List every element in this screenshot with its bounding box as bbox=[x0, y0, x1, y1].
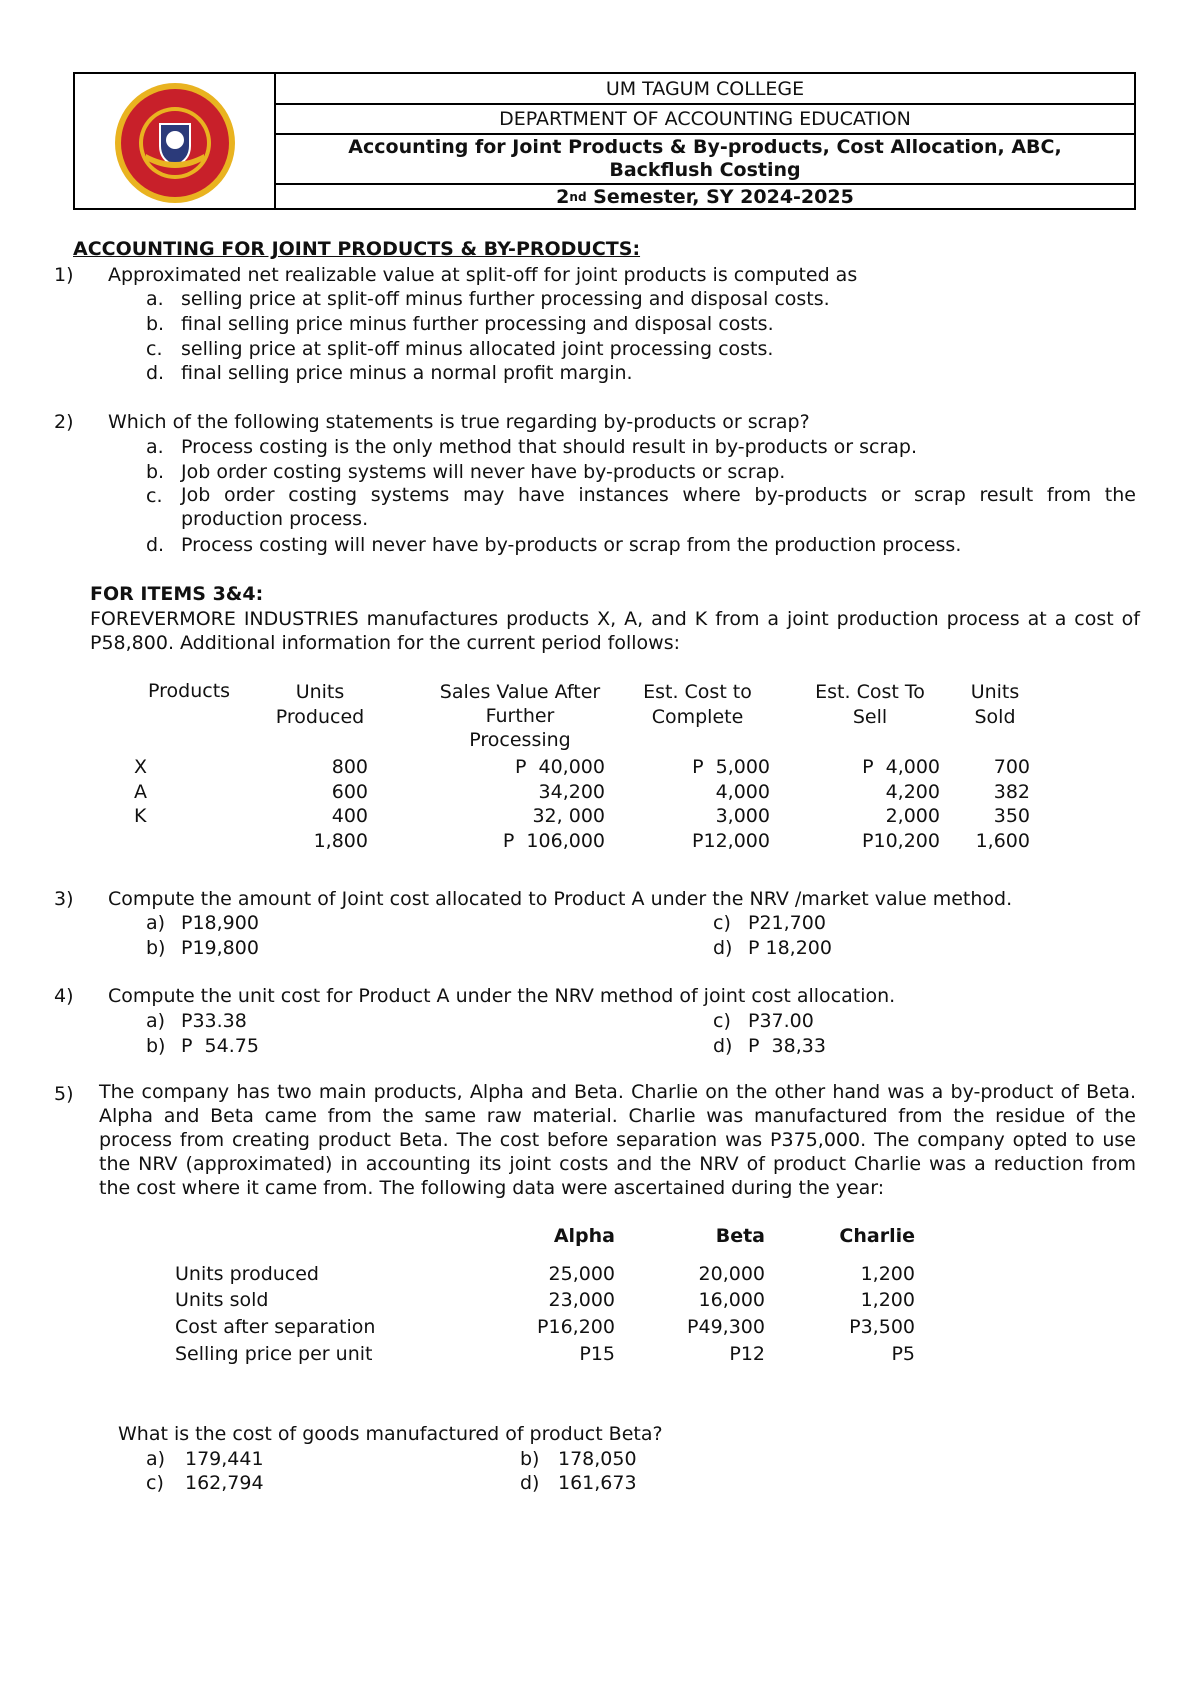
semester-number: 2 bbox=[556, 185, 570, 208]
q1-option-letter: b. bbox=[146, 313, 165, 335]
question-5-text: The company has two main products, Alpha and Beta. Charlie on the other hand was a by-product of Beta. Alpha and Beta came from the same raw material. Charlie was manufactured from the residue of the process from creating product Beta. The cost before separation was P375,000. The company opted to use the NRV (approximated) in accounting its joint costs and the NRV of product Charlie was a reduction from the cost where it came from. The following data were ascertained during the year: bbox=[99, 1081, 1136, 1199]
q2-option-text: Job order costing systems will never have by-products or scrap. bbox=[181, 461, 786, 483]
table-cell: 4,200 bbox=[885, 781, 940, 803]
table-cell: P49,300 bbox=[687, 1316, 765, 1338]
col-header-alpha: Alpha bbox=[553, 1225, 615, 1247]
table-cell: 1,800 bbox=[313, 830, 368, 852]
header-titles bbox=[276, 74, 1134, 208]
joint-products-table bbox=[110, 680, 1050, 860]
col-header-charlie: Charlie bbox=[839, 1225, 915, 1247]
table-cell: P 5,000 bbox=[692, 756, 770, 778]
table-cell: A bbox=[134, 781, 147, 803]
q4-option-text: P33.38 bbox=[181, 1010, 247, 1032]
alpha-beta-charlie-table bbox=[175, 1225, 915, 1385]
table-cell: K bbox=[134, 805, 147, 827]
q3-option-text: P21,700 bbox=[748, 912, 826, 934]
q1-option-letter: a. bbox=[146, 288, 164, 310]
q2-option-text: Process costing is the only method that should result in by-products or scrap. bbox=[181, 436, 918, 458]
q3-option-text: P18,900 bbox=[181, 912, 259, 934]
q4-option-letter: a) bbox=[146, 1010, 166, 1032]
q5-option-letter: c) bbox=[146, 1472, 164, 1494]
college-name: UM TAGUM COLLEGE bbox=[276, 74, 1134, 105]
q1-option-text: final selling price minus a normal profit margin. bbox=[181, 362, 633, 384]
q4-option-letter: c) bbox=[713, 1010, 731, 1032]
table-cell: 382 bbox=[993, 781, 1030, 803]
table-cell: P 4,000 bbox=[862, 756, 940, 778]
q4-option-letter: b) bbox=[146, 1035, 166, 1057]
semester-suffix: nd bbox=[569, 189, 587, 204]
college-seal-logo bbox=[108, 82, 242, 204]
table-cell: X bbox=[134, 756, 148, 778]
question-4-number: 4) bbox=[54, 985, 74, 1007]
q4-option-letter: d) bbox=[713, 1035, 733, 1057]
q2-option-letter: d. bbox=[146, 534, 165, 556]
q5-option-text: 178,050 bbox=[558, 1448, 637, 1470]
question-3-number: 3) bbox=[54, 888, 74, 910]
q1-option-text: selling price at split-off minus further processing and disposal costs. bbox=[181, 288, 830, 310]
question-1-number: 1) bbox=[54, 264, 74, 286]
q1-option-text: selling price at split-off minus allocated joint processing costs. bbox=[181, 338, 774, 360]
q2-option-text: Job order costing systems may have instances where by-products or scrap result from the production process. bbox=[181, 484, 1136, 530]
table-cell: 400 bbox=[331, 805, 368, 827]
q3-option-text: P 18,200 bbox=[748, 937, 832, 959]
col-header-units-produced: Units Produced bbox=[275, 681, 365, 728]
q5-option-letter: b) bbox=[520, 1448, 540, 1470]
q3-option-letter: b) bbox=[146, 937, 166, 959]
department-name: DEPARTMENT OF ACCOUNTING EDUCATION bbox=[276, 105, 1134, 135]
logo-cell bbox=[75, 74, 276, 208]
question-3-text: Compute the amount of Joint cost allocated to Product A under the NRV /market value method. bbox=[108, 888, 1013, 910]
items-3-4-intro: FOREVERMORE INDUSTRIES manufactures products X, A, and K from a joint production process at a cost of P58,800. Additional information for the current period follows: bbox=[90, 608, 1140, 654]
col-header-cost-sell: Est. Cost To Sell bbox=[815, 681, 925, 728]
table-cell: 32, 000 bbox=[532, 805, 605, 827]
q5-option-text: 179,441 bbox=[185, 1448, 264, 1470]
question-4-text: Compute the unit cost for Product A under the NRV method of joint cost allocation. bbox=[108, 985, 896, 1007]
row-label: Units produced bbox=[175, 1263, 319, 1285]
table-cell: P 106,000 bbox=[502, 830, 605, 852]
table-cell: 4,000 bbox=[715, 781, 770, 803]
q4-option-text: P 38,33 bbox=[748, 1035, 826, 1057]
col-header-beta: Beta bbox=[715, 1225, 765, 1247]
table-cell: P3,500 bbox=[849, 1316, 915, 1338]
table-cell: 1,600 bbox=[975, 830, 1030, 852]
question-5-number: 5) bbox=[54, 1083, 74, 1105]
q1-option-text: final selling price minus further processing and disposal costs. bbox=[181, 313, 774, 335]
table-cell: P12,000 bbox=[692, 830, 770, 852]
q3-option-letter: a) bbox=[146, 912, 166, 934]
q1-option-letter: d. bbox=[146, 362, 165, 384]
table-cell: 1,200 bbox=[860, 1263, 915, 1285]
col-header-sales-value: Sales Value After Further Processing bbox=[439, 681, 601, 751]
q3-option-letter: d) bbox=[713, 937, 733, 959]
table-cell: P16,200 bbox=[537, 1316, 615, 1338]
question-2-text: Which of the following statements is true regarding by-products or scrap? bbox=[108, 411, 810, 433]
q1-option-letter: c. bbox=[146, 338, 163, 360]
q4-option-text: P37.00 bbox=[748, 1010, 814, 1032]
question-1-text: Approximated net realizable value at split-off for joint products is computed as bbox=[108, 264, 858, 286]
table-cell: 20,000 bbox=[698, 1263, 765, 1285]
row-label: Units sold bbox=[175, 1289, 269, 1311]
q4-option-text: P 54.75 bbox=[181, 1035, 259, 1057]
course-title: Accounting for Joint Products & By-products, Cost Allocation, ABC, Backflush Costing bbox=[276, 135, 1134, 185]
q3-option-text: P19,800 bbox=[181, 937, 259, 959]
q5-option-letter: d) bbox=[520, 1472, 540, 1494]
header-table bbox=[73, 72, 1136, 210]
col-header-products: Products bbox=[148, 680, 231, 702]
table-cell: P15 bbox=[579, 1343, 615, 1365]
q2-option-letter: b. bbox=[146, 461, 165, 483]
semester-text: Semester, SY 2024-2025 bbox=[586, 185, 854, 208]
table-cell: 600 bbox=[331, 781, 368, 803]
table-cell: 700 bbox=[993, 756, 1030, 778]
row-label: Selling price per unit bbox=[175, 1343, 373, 1365]
table-cell: P5 bbox=[891, 1343, 915, 1365]
table-cell: 800 bbox=[331, 756, 368, 778]
col-header-units-sold: Units Sold bbox=[970, 681, 1020, 728]
q5-option-letter: a) bbox=[146, 1448, 166, 1470]
semester-line bbox=[276, 185, 1134, 208]
q5-option-text: 162,794 bbox=[185, 1472, 264, 1494]
q2-option-letter: c. bbox=[146, 485, 163, 507]
table-cell: P10,200 bbox=[862, 830, 940, 852]
question-5-prompt: What is the cost of goods manufactured of product Beta? bbox=[118, 1423, 663, 1445]
table-cell: 350 bbox=[993, 805, 1030, 827]
table-cell: 16,000 bbox=[698, 1289, 765, 1311]
q2-option-letter: a. bbox=[146, 436, 164, 458]
table-cell: 3,000 bbox=[715, 805, 770, 827]
row-label: Cost after separation bbox=[175, 1316, 376, 1338]
q2-option-text: Process costing will never have by-products or scrap from the production process. bbox=[181, 534, 962, 556]
table-cell: 34,200 bbox=[538, 781, 605, 803]
section-heading: ACCOUNTING FOR JOINT PRODUCTS & BY-PRODUCTS: bbox=[73, 238, 641, 260]
table-cell: 25,000 bbox=[548, 1263, 615, 1285]
table-cell: P12 bbox=[729, 1343, 765, 1365]
q3-option-letter: c) bbox=[713, 912, 731, 934]
question-2-number: 2) bbox=[54, 411, 74, 433]
table-cell: 23,000 bbox=[548, 1289, 615, 1311]
table-cell: 1,200 bbox=[860, 1289, 915, 1311]
items-3-4-heading: FOR ITEMS 3&4: bbox=[90, 583, 264, 605]
q5-option-text: 161,673 bbox=[558, 1472, 637, 1494]
col-header-cost-complete: Est. Cost to Complete bbox=[643, 681, 752, 728]
table-cell: 2,000 bbox=[885, 805, 940, 827]
table-cell: P 40,000 bbox=[514, 756, 605, 778]
